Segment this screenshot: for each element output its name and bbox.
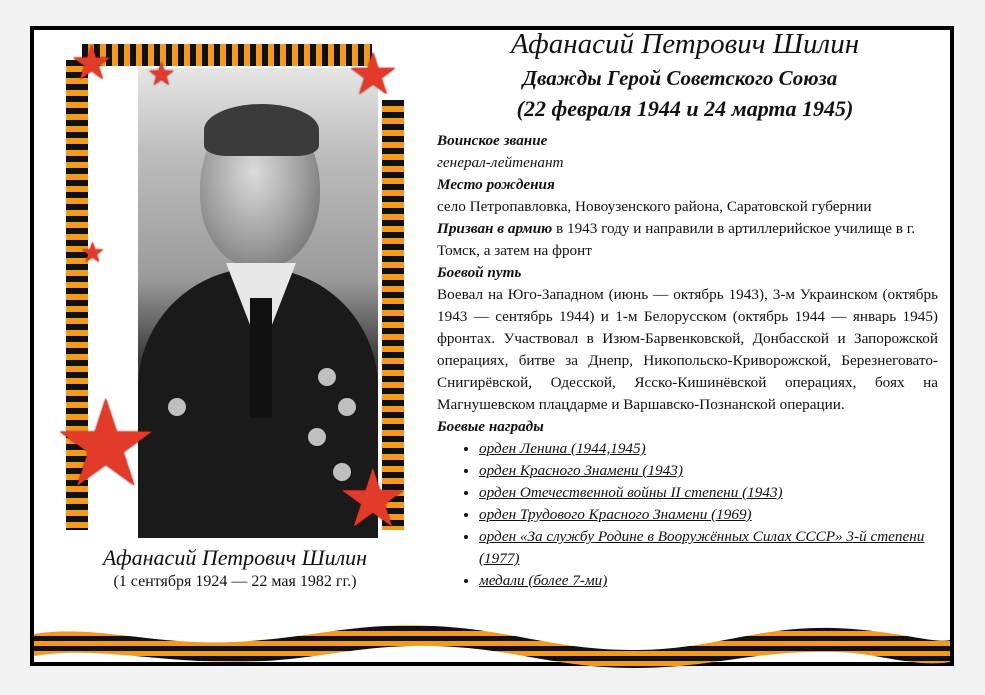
award-item: • орден Трудового Красного Знамени (1969) [479,504,938,526]
caption-dates: (1 сентября 1924 — 22 мая 1982 гг.) [113,573,357,590]
birthplace-heading: Место рождения [437,176,555,193]
award-item: • орден «За службу Родине в Вооружённых Силах СССР» 3-й степени (1977) [479,526,938,570]
rank-value: генерал-лейтенант [437,154,564,171]
awards-list [437,438,938,592]
portrait-hair [204,104,319,156]
rank-heading: Воинское звание [437,132,548,149]
info-column [437,130,938,592]
award-item: • орден Ленина (1944,1945) [479,438,938,460]
red-star-icon: ★ [337,456,409,544]
caption-name: Афанасий Петрович Шилин [102,545,368,570]
award-item: • медали (более 7-ми) [479,570,938,592]
drafted-paragraph [437,218,938,262]
ribbon-top [82,44,372,66]
st-george-ribbon-bottom [34,616,950,668]
portrait-area [52,37,409,544]
portrait-tie [250,298,272,418]
medal-icon [308,428,326,446]
drafted-heading: Призван в армию [437,220,553,237]
combat-value: Воевал на Юго-Западном (июнь — октябрь 1943), 3-м Украинском (октябрь 1943 — сентябрь 1944) и 1-м Белорусском (октябрь 1944 — январь 1945) фронтах. Участвовал в Изюм-Барвенковской, Донбасской и Запорожской операциях, битве за Днепр, Никопольско-Криворожской, Березнеговато-Снигирёвской, Одесской, Ясско-Кишинёвской операциях, боях на Магнушевском плацдарме и Варшавско-Познанской операции. [437,286,938,413]
medal-icon [168,398,186,416]
birthplace-value: село Петропавловка, Новоузенского района, Саратовской губернии [437,198,872,215]
combat-heading: Боевой путь [437,264,522,281]
red-star-icon: ★ [52,378,160,511]
red-star-icon: ★ [70,37,114,90]
red-star-icon: ★ [347,42,399,107]
awards-heading: Боевые награды [437,418,544,435]
award-item: • орден Отечественной войны II степени (1943) [479,482,938,504]
hero-title: Дважды Герой Советского Союза [522,66,838,90]
red-star-icon: ★ [147,56,176,92]
medal-icon [318,368,336,386]
drafted-value: в 1943 году и направили в артиллерийское училище в г. Томск, а затем на фронт [437,220,916,259]
red-star-icon: ★ [80,238,106,269]
medal-icon [338,398,356,416]
award-item: • орден Красного Знамени (1943) [479,460,938,482]
page-title: Афанасий Петрович Шилин [510,28,860,60]
hero-dates: (22 февраля 1944 и 24 марта 1945) [516,96,854,121]
